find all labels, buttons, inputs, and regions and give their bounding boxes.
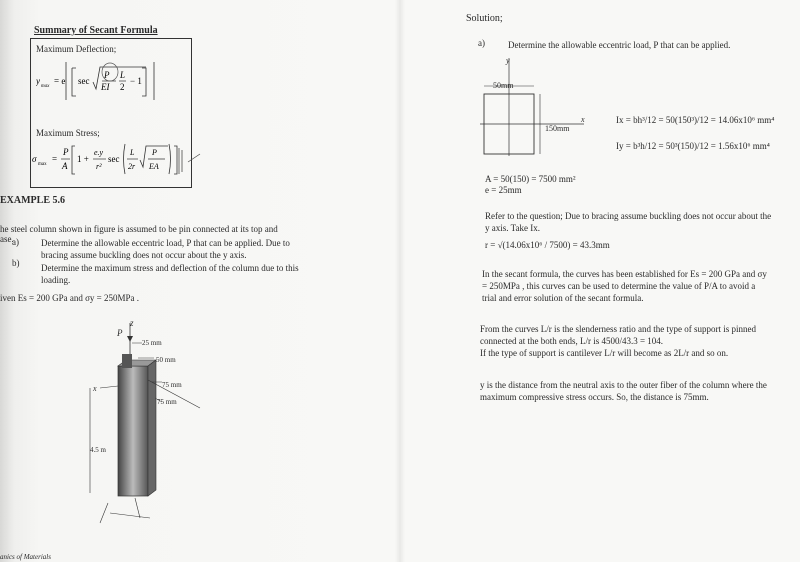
curves-text-1: From the curves L/r is the slenderness ratio and the type of support is pinned connected at the both ends, L/r is 4500/43.3 = 104. — [480, 324, 756, 346]
section-x-label: x — [581, 115, 585, 124]
svg-text:= e: = e — [54, 76, 66, 86]
fig-dim-75b: 75 mm — [157, 398, 177, 406]
svg-text:P: P — [104, 70, 110, 80]
part-a-label: a) — [478, 38, 485, 48]
refer-text: Refer to the question; Due to bracing assume buckling does not occur about the y axis. Take Ix. — [485, 211, 772, 233]
ix-formula: Ix = bh³/12 = 50(150³)/12 = 14.06x10⁶ mm⁴ — [616, 115, 775, 125]
svg-text:σ: σ — [32, 154, 37, 164]
load-arrow — [127, 336, 133, 342]
eccentricity: e = 25mm — [485, 185, 522, 195]
bracket — [122, 354, 132, 368]
svg-text:L: L — [130, 148, 135, 157]
svg-text:=: = — [52, 154, 58, 164]
book-gutter — [395, 0, 405, 562]
svg-text:2: 2 — [120, 82, 125, 92]
example-intro: he steel column shown in figure is assumed to be pin connected at its top and — [0, 224, 278, 234]
base-lines — [100, 498, 150, 523]
svg-text:sec: sec — [108, 154, 120, 164]
svg-text:sec: sec — [78, 76, 90, 86]
page-footer: anics of Materials — [0, 553, 51, 561]
max-deflection-label: Maximum Deflection; — [36, 44, 117, 54]
svg-text:2r: 2r — [128, 162, 136, 171]
distance-text: y is the distance from the neutral axis to the outer fiber of the column where the maximum compressive stress occurs. So, the distance is 75mm. — [480, 380, 767, 402]
fig-dim-50: 50 mm — [156, 356, 176, 364]
solution-label: Solution; — [466, 13, 503, 24]
given-text: iven Es = 200 GPa and σy = 250MPa . — [0, 293, 139, 303]
curves-text-2: If the type of support is cantilever L/r will become as 2L/r and so on. — [480, 348, 729, 358]
svg-text:L: L — [120, 70, 126, 80]
section-depth-label: 150mm — [545, 124, 570, 133]
svg-text:P: P — [63, 147, 69, 157]
fig-dim-75a: 75 mm — [162, 381, 182, 389]
secant-text: In the secant formula, the curves has been established for Es = 200 GPa and σy = 250MPa , this curves can be used to determine the value of P/A to avoid a trial and error solution of the secant formula. — [482, 269, 767, 303]
svg-text:EA: EA — [149, 162, 159, 171]
deflection-formula — [36, 58, 186, 102]
item-a-label: a) — [12, 237, 19, 247]
item-b-text: Determine the maximum stress and deflection of the column due to this loading. — [41, 263, 299, 285]
area-calc: A = 50(150) = 7500 mm² — [485, 174, 576, 184]
svg-text:max: max — [38, 162, 47, 167]
item-b-label: b) — [12, 258, 20, 268]
svg-text:max: max — [41, 84, 50, 89]
svg-text:e.y: e.y — [94, 148, 104, 157]
column-body — [118, 366, 148, 496]
fig-height-label: 4.5 m — [90, 446, 106, 454]
fig-p-label: P — [117, 328, 123, 338]
svg-text:P: P — [152, 148, 157, 157]
svg-text:y: y — [36, 76, 40, 86]
item-a-text: Determine the allowable eccentric load, P that can be applied. Due to bracing assume buckling does not occur about the y axis. — [41, 238, 290, 260]
column-figure — [80, 318, 220, 533]
svg-text:r²: r² — [96, 162, 102, 171]
section-width-label: 50mm — [493, 81, 514, 90]
example-intro-cont: ase. — [0, 234, 14, 244]
svg-text:− 1: − 1 — [130, 76, 142, 86]
cross-section-figure — [478, 56, 598, 160]
radius-of-gyration: r = √(14.06x10⁶ / 7500) = 43.3mm — [485, 240, 610, 250]
example-title: EXAMPLE 5.6 — [0, 195, 65, 206]
svg-text:EI: EI — [101, 82, 110, 92]
fig-x-label: x — [93, 384, 97, 393]
iy-formula: Iy = b³h/12 = 50³(150)/12 = 1.56x10⁶ mm⁴ — [616, 141, 770, 151]
part-a-text: Determine the allowable eccentric load, P that can be applied. — [508, 40, 731, 50]
svg-text:A: A — [62, 161, 68, 171]
svg-text:1 +: 1 + — [77, 154, 89, 164]
fig-z-label: z — [130, 318, 134, 328]
summary-title: Summary of Secant Formula — [34, 25, 158, 36]
section-y-label: y — [506, 56, 510, 65]
fig-dim-25: 25 mm — [142, 339, 162, 347]
stress-formula — [32, 140, 208, 178]
max-stress-label: Maximum Stress; — [36, 128, 100, 138]
